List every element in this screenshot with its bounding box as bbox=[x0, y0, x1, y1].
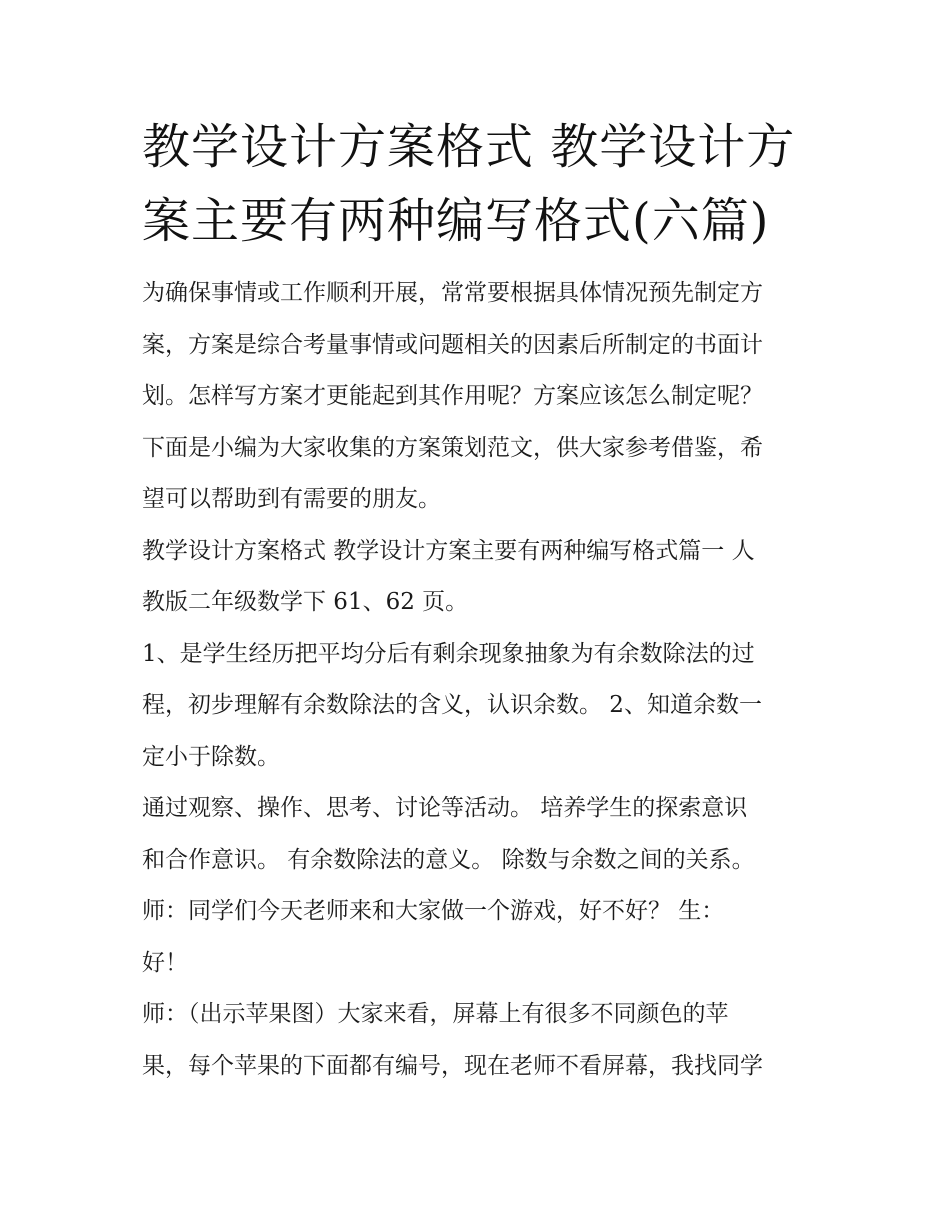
text-line: 程，初步理解有余数除法的含义，认识余数。 2、知道余数一 bbox=[142, 692, 762, 718]
objectives-paragraph bbox=[142, 629, 814, 784]
text-line: 案，方案是综合考量事情或问题相关的因素后所制定的书面计 bbox=[142, 331, 763, 358]
text-line: 通过观察、操作、思考、讨论等活动。 培养学生的探索意识 bbox=[142, 795, 748, 821]
text-line: 望可以帮助到有需要的朋友。 bbox=[142, 486, 441, 512]
section-heading-paragraph bbox=[142, 526, 814, 629]
text-line: 师：（出示苹果图）大家来看，屏幕上有很多不同颜色的苹 bbox=[142, 1001, 729, 1027]
document-body bbox=[142, 110, 814, 1092]
dialogue-paragraph bbox=[142, 886, 814, 989]
title-line: 案主要有两种编写格式(六篇) bbox=[142, 193, 770, 249]
text-line: 1、是学生经历把平均分后有剩余现象抽象为有余数除法的过 bbox=[142, 640, 755, 667]
text-line: 下面是小编为大家收集的方案策划范文，供大家参考借鉴，希 bbox=[142, 434, 763, 461]
document-title bbox=[142, 110, 814, 258]
text-line: 好！ bbox=[142, 949, 188, 976]
text-line: 定小于除数。 bbox=[142, 743, 280, 770]
text-line: 教学设计方案格式 教学设计方案主要有两种编写格式篇一 人 bbox=[142, 537, 755, 564]
text-line: 为确保事情或工作顺利开展，常常要根据具体情况预先制定方 bbox=[142, 280, 763, 306]
text-line: 果，每个苹果的下面都有编号，现在老师不看屏幕，我找同学 bbox=[142, 1052, 763, 1079]
text-line: 划。怎样写方案才更能起到其作用呢？方案应该怎么制定呢？ bbox=[142, 383, 763, 409]
process-paragraph bbox=[142, 783, 814, 886]
text-line: 和合作意识。 有余数除法的意义。 除数与余数之间的关系。 bbox=[142, 846, 755, 873]
title-line: 教学设计方案格式 教学设计方 bbox=[142, 119, 796, 175]
text-line: 师：同学们今天老师来和大家做一个游戏，好不好？ 生： bbox=[142, 898, 725, 924]
intro-paragraph bbox=[142, 268, 814, 526]
text-line: 教版二年级数学下 61、62 页。 bbox=[142, 589, 469, 615]
dialogue-paragraph bbox=[142, 989, 814, 1092]
